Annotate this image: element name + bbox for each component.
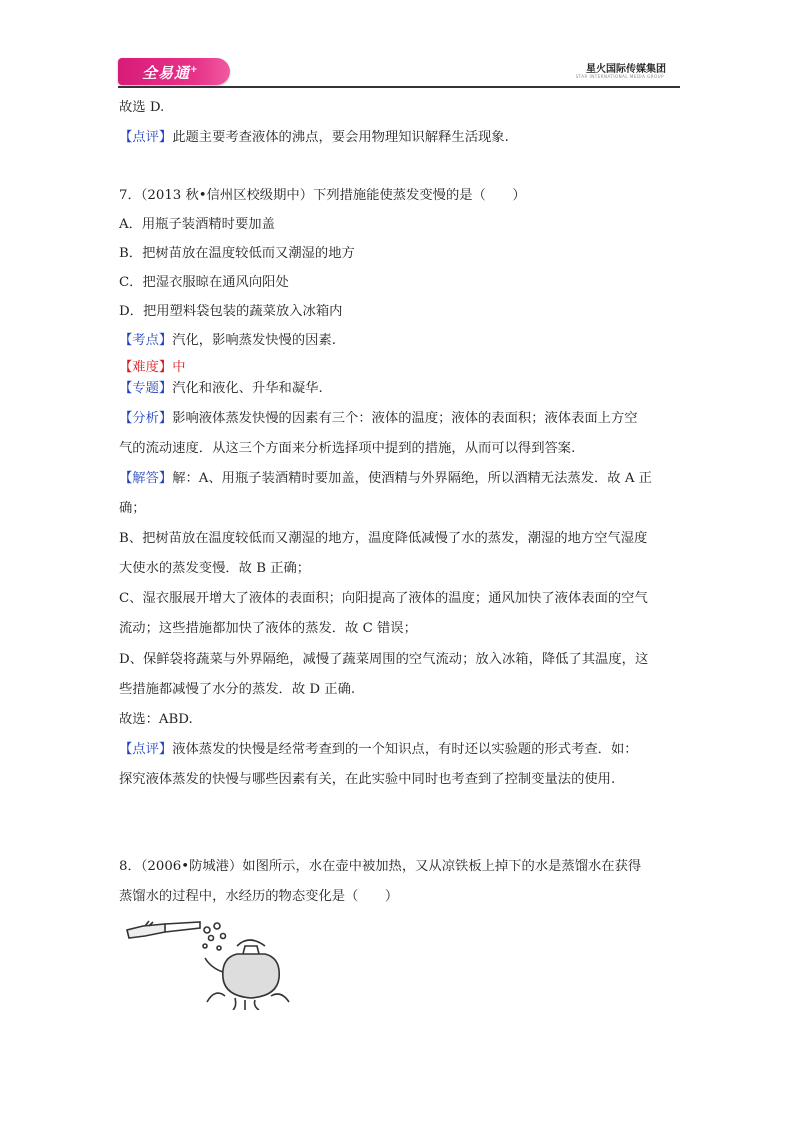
- q7-analysis-b: B、把树苗放在温度较低而又潮湿的地方，温度降低减慢了水的蒸发，潮湿的地方空气湿度: [119, 531, 648, 546]
- q6-comment: 【点评】此题主要考查液体的沸点，要会用物理知识解释生活现象.: [119, 130, 509, 145]
- q7-dianping-cont: 探究液体蒸发的快慢与哪些因素有关，在此实验中同时也考查到了控制变量法的使用.: [119, 772, 616, 787]
- q7-analysis-d-cont: 些措施都减慢了水分的蒸发．故 D 正确.: [119, 682, 356, 697]
- logo-text: 全易通+: [142, 64, 199, 82]
- q7-fenxi-cont: 气的流动速度．从这三个方面来分析选择项中提到的措施，从而可以得到答案.: [119, 441, 576, 456]
- q8-stem-cont: 蒸馏水的过程中，水经历的物态变化是（ ）: [119, 889, 399, 904]
- page-header: [118, 55, 680, 89]
- q7-zhuanti: 【专题】汽化和液化、升华和凝华.: [119, 381, 323, 396]
- q7-option-b: B．把树苗放在温度较低而又潮湿的地方: [119, 246, 355, 261]
- q6-answer: 故选 D.: [119, 100, 165, 115]
- q7-kaodian: 【考点】汽化，影响蒸发快慢的因素.: [119, 333, 336, 348]
- q7-option-c: C．把湿衣服晾在通风向阳处: [119, 275, 289, 290]
- q7-jieda: 【解答】解：A、用瓶子装酒精时要加盖，使酒精与外界隔绝，所以酒精无法蒸发．故 A 正: [119, 471, 652, 486]
- q7-fenxi: 【分析】影响液体蒸发快慢的因素有三个：液体的温度；液体的表面积；液体表面上方空: [119, 411, 638, 426]
- q7-option-a: A．用瓶子装酒精时要加盖: [119, 217, 275, 232]
- q7-answer: 故选：ABD.: [119, 712, 193, 727]
- q7-jieda-cont: 确；: [119, 501, 146, 516]
- q7-analysis-c-cont: 流动；这些措施都加快了液体的蒸发．故 C 错误；: [119, 621, 417, 636]
- q7-analysis-b-cont: 大使水的蒸发变慢．故 B 正确；: [119, 561, 311, 576]
- q7-dianping: 【点评】液体蒸发的快慢是经常考查到的一个知识点，有时还以实验题的形式考查．如：: [119, 742, 638, 757]
- q7-analysis-d: D、保鲜袋将蔬菜与外界隔绝，减慢了蔬菜周围的空气流动；放入冰箱，降低了其温度，这: [119, 652, 649, 667]
- header-rule: [118, 86, 680, 88]
- brand-logo: [118, 58, 230, 85]
- org-name: 星火国际传媒集团: [586, 64, 666, 75]
- q7-option-d: D．把用塑料袋包装的蔬菜放入冰箱内: [119, 304, 343, 319]
- comment-tag: 【点评】: [119, 130, 173, 145]
- q7-stem: 7．（2013 秋•信州区校级期中）下列措施能使蒸发变慢的是（ ）: [119, 188, 526, 203]
- q8-stem: 8．（2006•防城港）如图所示，水在壶中被加热，又从凉铁板上掉下的水是蒸馏水在获得: [119, 859, 642, 874]
- q7-nandu: 【难度】中: [119, 360, 186, 375]
- org-subtitle: STAR INTERNATIONAL MEDIA GROUP: [575, 74, 664, 79]
- q7-analysis-c: C、湿衣服展开增大了液体的表面积；向阳提高了液体的温度；通风加快了液体表面的空气: [119, 591, 648, 606]
- kettle-illustration: [125, 918, 295, 1010]
